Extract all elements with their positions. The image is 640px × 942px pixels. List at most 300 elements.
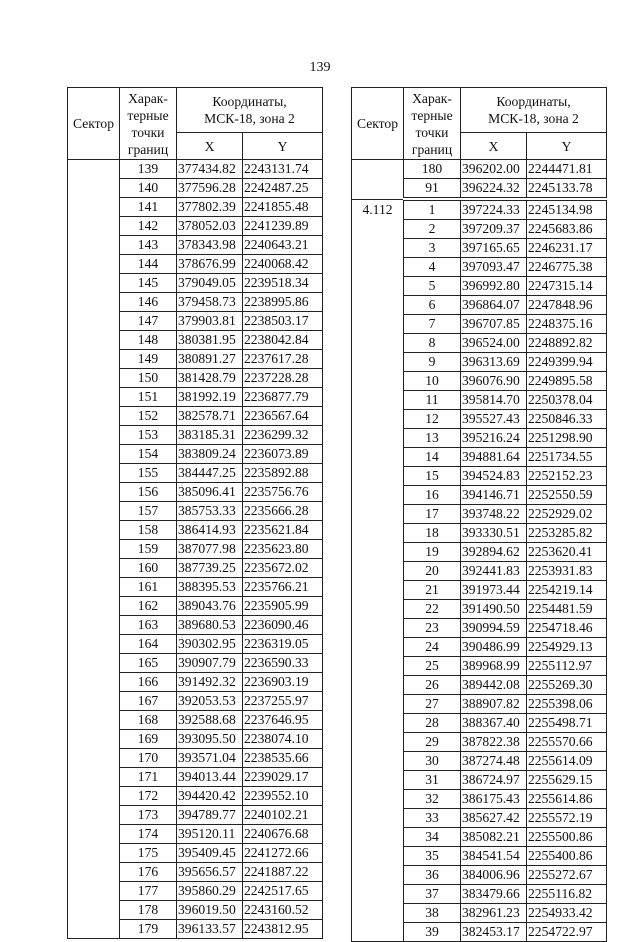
x-header: X — [461, 133, 527, 160]
sector-cell — [68, 255, 120, 274]
sector-cell — [352, 391, 404, 410]
x-cell: 396076.90 — [461, 372, 527, 391]
sector-cell — [352, 296, 404, 315]
x-cell: 388907.82 — [461, 695, 527, 714]
table-row — [68, 331, 323, 350]
sector-cell — [68, 540, 120, 559]
y-cell: 2239029.17 — [243, 768, 323, 787]
y-cell: 2236590.33 — [243, 654, 323, 673]
point-cell: 163 — [120, 616, 177, 635]
point-cell: 27 — [404, 695, 461, 714]
x-cell: 384447.25 — [177, 464, 243, 483]
point-cell: 9 — [404, 353, 461, 372]
point-cell: 156 — [120, 483, 177, 502]
x-cell: 397224.33 — [461, 199, 527, 220]
y-cell: 2235905.99 — [243, 597, 323, 616]
table-row — [352, 372, 607, 391]
y-cell: 2238535.66 — [243, 749, 323, 768]
table-row — [352, 543, 607, 562]
point-cell: 91 — [404, 179, 461, 200]
y-cell: 2253620.41 — [527, 543, 607, 562]
x-cell: 388367.40 — [461, 714, 527, 733]
sector-cell — [352, 353, 404, 372]
y-cell: 2237255.97 — [243, 692, 323, 711]
table-row — [68, 882, 323, 901]
sector-cell — [68, 768, 120, 787]
sector-cell — [68, 616, 120, 635]
sector-cell — [352, 638, 404, 657]
point-cell: 164 — [120, 635, 177, 654]
sector-cell — [352, 581, 404, 600]
x-cell: 396224.32 — [461, 179, 527, 200]
table-row — [68, 502, 323, 521]
y-cell: 2255614.09 — [527, 752, 607, 771]
table-row — [352, 828, 607, 847]
x-cell: 393748.22 — [461, 505, 527, 524]
x-cell: 381992.19 — [177, 388, 243, 407]
x-cell: 386724.97 — [461, 771, 527, 790]
y-cell: 2253931.83 — [527, 562, 607, 581]
table-row — [352, 790, 607, 809]
point-cell: 165 — [120, 654, 177, 673]
point-cell: 6 — [404, 296, 461, 315]
coords-header — [177, 88, 323, 133]
y-cell: 2238503.17 — [243, 312, 323, 331]
point-cell: 159 — [120, 540, 177, 559]
table-row — [68, 749, 323, 768]
x-cell: 382578.71 — [177, 407, 243, 426]
sector-cell — [68, 274, 120, 293]
y-cell: 2255629.15 — [527, 771, 607, 790]
point-cell: 145 — [120, 274, 177, 293]
y-cell: 2255572.19 — [527, 809, 607, 828]
x-cell: 386414.93 — [177, 521, 243, 540]
table-row — [68, 559, 323, 578]
point-cell: 1 — [404, 199, 461, 220]
page-number: 139 — [309, 60, 331, 75]
x-cell: 394789.77 — [177, 806, 243, 825]
y-cell: 2254718.46 — [527, 619, 607, 638]
y-cell: 2255400.86 — [527, 847, 607, 866]
table-row — [352, 771, 607, 790]
table-row — [68, 863, 323, 882]
table-row — [68, 673, 323, 692]
point-cell: 171 — [120, 768, 177, 787]
sector-cell — [352, 448, 404, 467]
sector-cell — [352, 505, 404, 524]
point-cell: 29 — [404, 733, 461, 752]
table-row — [68, 464, 323, 483]
table-header-row — [352, 88, 607, 133]
y-cell: 2236090.46 — [243, 616, 323, 635]
x-cell: 396019.50 — [177, 901, 243, 920]
y-cell: 2241887.22 — [243, 863, 323, 882]
y-cell: 2235672.02 — [243, 559, 323, 578]
y-cell: 2236299.32 — [243, 426, 323, 445]
y-cell: 2254481.59 — [527, 600, 607, 619]
x-cell: 378052.03 — [177, 217, 243, 236]
point-cell: 167 — [120, 692, 177, 711]
y-cell: 2240643.21 — [243, 236, 323, 255]
y-cell: 2235666.28 — [243, 502, 323, 521]
x-cell: 387739.25 — [177, 559, 243, 578]
y-cell: 2252152.23 — [527, 467, 607, 486]
point-cell: 32 — [404, 790, 461, 809]
y-cell: 2240102.21 — [243, 806, 323, 825]
x-cell: 379049.05 — [177, 274, 243, 293]
sector-cell — [352, 258, 404, 277]
x-cell: 381428.79 — [177, 369, 243, 388]
y-cell: 2252550.59 — [527, 486, 607, 505]
y-cell: 2254722.97 — [527, 923, 607, 942]
sector-cell — [352, 866, 404, 885]
point-cell: 38 — [404, 904, 461, 923]
point-cell: 150 — [120, 369, 177, 388]
x-cell: 391492.32 — [177, 673, 243, 692]
table-row — [68, 730, 323, 749]
table-row — [68, 293, 323, 312]
table-row — [68, 711, 323, 730]
x-cell: 380891.27 — [177, 350, 243, 369]
x-cell: 392053.53 — [177, 692, 243, 711]
x-cell: 385082.21 — [461, 828, 527, 847]
table-row — [352, 847, 607, 866]
sector-cell — [68, 217, 120, 236]
x-cell: 396992.80 — [461, 277, 527, 296]
x-cell: 383479.66 — [461, 885, 527, 904]
table-row — [352, 923, 607, 942]
sector-cell — [352, 752, 404, 771]
point-cell: 151 — [120, 388, 177, 407]
y-cell: 2235892.88 — [243, 464, 323, 483]
sector-cell — [68, 160, 120, 179]
points-header-line: Харак- — [412, 90, 452, 106]
point-cell: 7 — [404, 315, 461, 334]
point-cell: 157 — [120, 502, 177, 521]
y-cell: 2252929.02 — [527, 505, 607, 524]
point-cell: 172 — [120, 787, 177, 806]
x-cell: 396313.69 — [461, 353, 527, 372]
point-cell: 5 — [404, 277, 461, 296]
x-cell: 389442.08 — [461, 676, 527, 695]
table-row — [352, 160, 607, 179]
x-cell: 377596.28 — [177, 179, 243, 198]
x-cell: 393571.04 — [177, 749, 243, 768]
table-row — [352, 809, 607, 828]
sector-cell — [68, 521, 120, 540]
sector-cell — [68, 179, 120, 198]
points-header-line: границ — [411, 141, 453, 157]
table-row — [352, 391, 607, 410]
sector-cell — [352, 315, 404, 334]
y-cell: 2235621.84 — [243, 521, 323, 540]
table-row — [352, 467, 607, 486]
point-cell: 147 — [120, 312, 177, 331]
y-cell: 2241272.66 — [243, 844, 323, 863]
point-cell: 142 — [120, 217, 177, 236]
y-cell: 2245133.78 — [527, 179, 607, 200]
x-cell: 395527.43 — [461, 410, 527, 429]
x-cell: 394013.44 — [177, 768, 243, 787]
points-header-line: точки — [415, 124, 449, 140]
y-cell: 2248375.16 — [527, 315, 607, 334]
sector-cell — [68, 825, 120, 844]
x-cell: 385753.33 — [177, 502, 243, 521]
sector-cell — [352, 790, 404, 809]
sector-cell — [352, 847, 404, 866]
sector-cell — [68, 236, 120, 255]
sector-cell — [352, 220, 404, 239]
point-cell: 174 — [120, 825, 177, 844]
sector-cell — [68, 787, 120, 806]
table-row — [68, 654, 323, 673]
point-cell: 144 — [120, 255, 177, 274]
y-cell: 2236319.05 — [243, 635, 323, 654]
sector-cell — [352, 657, 404, 676]
point-cell: 168 — [120, 711, 177, 730]
y-cell: 2249895.58 — [527, 372, 607, 391]
table-row — [352, 486, 607, 505]
table-row — [352, 334, 607, 353]
y-cell: 2247848.96 — [527, 296, 607, 315]
y-cell: 2250846.33 — [527, 410, 607, 429]
x-cell: 390907.79 — [177, 654, 243, 673]
x-cell: 395409.45 — [177, 844, 243, 863]
x-cell: 377802.39 — [177, 198, 243, 217]
y-cell: 2245134.98 — [527, 199, 607, 220]
y-cell: 2240068.42 — [243, 255, 323, 274]
sector-cell — [68, 445, 120, 464]
table-row — [68, 483, 323, 502]
table-row — [352, 752, 607, 771]
point-cell: 141 — [120, 198, 177, 217]
x-cell: 396133.57 — [177, 920, 243, 939]
sector-cell — [68, 198, 120, 217]
y-cell: 2235623.80 — [243, 540, 323, 559]
point-cell: 148 — [120, 331, 177, 350]
table-row — [352, 866, 607, 885]
sector-cell — [68, 597, 120, 616]
x-cell: 395860.29 — [177, 882, 243, 901]
y-cell: 2238995.86 — [243, 293, 323, 312]
sector-cell — [352, 771, 404, 790]
table-row — [68, 920, 323, 939]
y-cell: 2245683.86 — [527, 220, 607, 239]
y-cell: 2239552.10 — [243, 787, 323, 806]
point-cell: 37 — [404, 885, 461, 904]
y-cell: 2235766.21 — [243, 578, 323, 597]
x-cell: 397209.37 — [461, 220, 527, 239]
sector-cell — [68, 464, 120, 483]
y-cell: 2246775.38 — [527, 258, 607, 277]
sector-cell — [68, 407, 120, 426]
y-cell: 2255570.66 — [527, 733, 607, 752]
sector-cell — [68, 673, 120, 692]
x-cell: 390994.59 — [461, 619, 527, 638]
sector-cell — [68, 293, 120, 312]
table-row — [352, 524, 607, 543]
table-row — [68, 388, 323, 407]
y-header: Y — [243, 133, 323, 160]
point-cell: 2 — [404, 220, 461, 239]
table-row — [68, 597, 323, 616]
table-row — [352, 657, 607, 676]
point-cell: 4 — [404, 258, 461, 277]
point-cell: 12 — [404, 410, 461, 429]
x-cell: 395216.24 — [461, 429, 527, 448]
y-header: Y — [527, 133, 607, 160]
x-cell: 392894.62 — [461, 543, 527, 562]
x-cell: 393095.50 — [177, 730, 243, 749]
sector-cell — [352, 524, 404, 543]
y-cell: 2243812.95 — [243, 920, 323, 939]
point-cell: 175 — [120, 844, 177, 863]
sector-cell — [68, 502, 120, 521]
sector-cell — [68, 483, 120, 502]
point-cell: 139 — [120, 160, 177, 179]
point-cell: 13 — [404, 429, 461, 448]
y-cell: 2242517.65 — [243, 882, 323, 901]
sector-cell — [68, 369, 120, 388]
y-cell: 2244471.81 — [527, 160, 607, 179]
x-cell: 379458.73 — [177, 293, 243, 312]
table-row — [352, 714, 607, 733]
point-cell: 166 — [120, 673, 177, 692]
points-header-line: терные — [127, 107, 169, 123]
sector-cell — [352, 828, 404, 847]
point-cell: 28 — [404, 714, 461, 733]
sector-cell — [68, 331, 120, 350]
point-cell: 25 — [404, 657, 461, 676]
point-cell: 24 — [404, 638, 461, 657]
x-cell: 385096.41 — [177, 483, 243, 502]
point-cell: 158 — [120, 521, 177, 540]
table-row — [68, 426, 323, 445]
y-cell: 2241239.89 — [243, 217, 323, 236]
x-cell: 379903.81 — [177, 312, 243, 331]
y-cell: 2255269.30 — [527, 676, 607, 695]
table-row — [68, 255, 323, 274]
table-row — [352, 600, 607, 619]
x-cell: 383185.31 — [177, 426, 243, 445]
point-cell: 22 — [404, 600, 461, 619]
point-cell: 153 — [120, 426, 177, 445]
table-row — [352, 179, 607, 200]
point-cell: 149 — [120, 350, 177, 369]
table-row — [352, 410, 607, 429]
sector-cell — [68, 863, 120, 882]
table-row — [352, 353, 607, 372]
point-cell: 176 — [120, 863, 177, 882]
sector-cell — [352, 410, 404, 429]
sector-cell — [68, 388, 120, 407]
table-header-row — [68, 88, 323, 133]
table-row — [68, 692, 323, 711]
table-row — [68, 369, 323, 388]
table-row — [68, 274, 323, 293]
sector-cell — [352, 885, 404, 904]
sector-cell — [352, 486, 404, 505]
y-cell: 2255398.06 — [527, 695, 607, 714]
y-cell: 2237646.95 — [243, 711, 323, 730]
y-cell: 2237617.28 — [243, 350, 323, 369]
coords-header-line: МСК-18, зона 2 — [488, 111, 579, 126]
y-cell: 2255272.67 — [527, 866, 607, 885]
coords-header-line: Координаты, — [496, 94, 571, 109]
coords-header-line: МСК-18, зона 2 — [204, 111, 295, 126]
y-cell: 2247315.14 — [527, 277, 607, 296]
x-cell: 383809.24 — [177, 445, 243, 464]
sector-cell — [352, 600, 404, 619]
point-cell: 155 — [120, 464, 177, 483]
sector-cell — [352, 277, 404, 296]
x-cell: 396524.00 — [461, 334, 527, 353]
table-row — [68, 407, 323, 426]
sector-cell — [352, 179, 404, 200]
x-cell: 395120.11 — [177, 825, 243, 844]
x-cell: 396864.07 — [461, 296, 527, 315]
table-row — [68, 825, 323, 844]
point-cell: 10 — [404, 372, 461, 391]
y-cell: 2255614.86 — [527, 790, 607, 809]
point-cell: 30 — [404, 752, 461, 771]
x-cell: 387077.98 — [177, 540, 243, 559]
table-row — [352, 220, 607, 239]
x-cell: 392441.83 — [461, 562, 527, 581]
y-cell: 2236073.89 — [243, 445, 323, 464]
point-cell: 154 — [120, 445, 177, 464]
point-cell: 23 — [404, 619, 461, 638]
y-cell: 2254929.13 — [527, 638, 607, 657]
x-cell: 394881.64 — [461, 448, 527, 467]
table-row — [68, 521, 323, 540]
x-cell: 388395.53 — [177, 578, 243, 597]
y-cell: 2242487.25 — [243, 179, 323, 198]
table-row — [68, 312, 323, 331]
sector-cell — [352, 733, 404, 752]
point-cell: 35 — [404, 847, 461, 866]
x-cell: 385627.42 — [461, 809, 527, 828]
sector-header: Сектор — [68, 88, 120, 160]
sector-cell — [68, 882, 120, 901]
table-row — [352, 448, 607, 467]
x-cell: 387274.48 — [461, 752, 527, 771]
sector-cell — [68, 578, 120, 597]
y-cell: 2255498.71 — [527, 714, 607, 733]
x-cell: 378343.98 — [177, 236, 243, 255]
coords-header-line: Координаты, — [212, 94, 287, 109]
y-cell: 2243131.74 — [243, 160, 323, 179]
table-row — [352, 239, 607, 258]
sector-cell — [352, 714, 404, 733]
y-cell: 2236903.19 — [243, 673, 323, 692]
point-cell: 36 — [404, 866, 461, 885]
point-cell: 26 — [404, 676, 461, 695]
x-cell: 387822.38 — [461, 733, 527, 752]
point-cell: 18 — [404, 524, 461, 543]
table-row — [68, 198, 323, 217]
x-cell: 380381.95 — [177, 331, 243, 350]
y-cell: 2239518.34 — [243, 274, 323, 293]
point-cell: 11 — [404, 391, 461, 410]
table-row — [352, 277, 607, 296]
sector-cell — [68, 844, 120, 863]
x-cell: 393330.51 — [461, 524, 527, 543]
table-row — [68, 350, 323, 369]
x-cell: 394420.42 — [177, 787, 243, 806]
coords-header — [461, 88, 607, 133]
point-cell: 146 — [120, 293, 177, 312]
